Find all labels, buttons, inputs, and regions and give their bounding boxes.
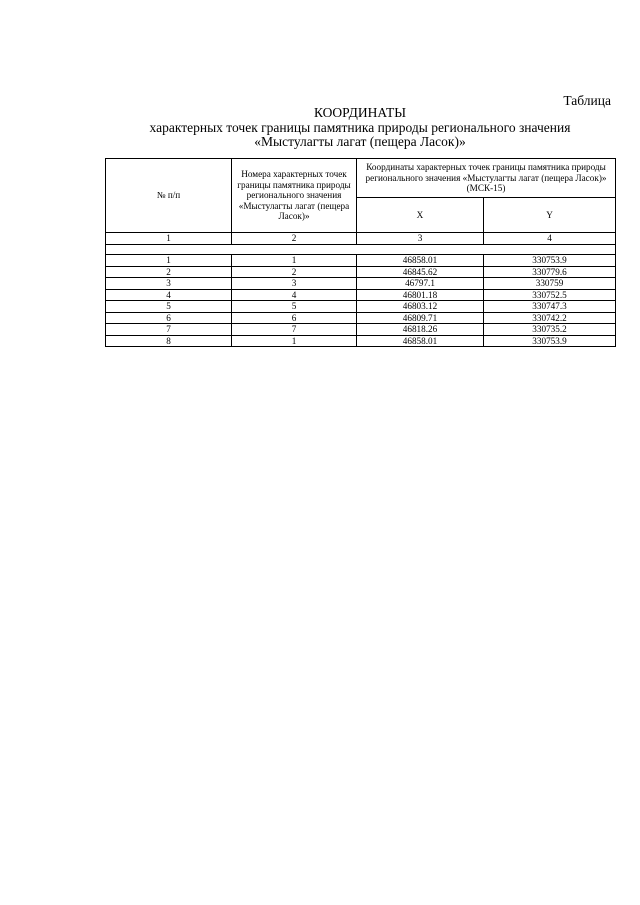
row-number-cell: 6 bbox=[106, 312, 232, 324]
point-number-cell: 5 bbox=[232, 301, 357, 313]
x-coordinate-cell: 46801.18 bbox=[357, 289, 484, 301]
table-row bbox=[106, 255, 616, 267]
row-number-cell: 3 bbox=[106, 278, 232, 290]
table-row bbox=[106, 324, 616, 336]
title-heading: КООРДИНАТЫ bbox=[314, 105, 406, 120]
table-row bbox=[106, 289, 616, 301]
title-object-name: «Мыстулагты лагат (пещера Ласок)» bbox=[254, 134, 466, 149]
row-number-cell: 5 bbox=[106, 301, 232, 313]
y-coordinate-cell: 330759 bbox=[484, 278, 616, 290]
y-coordinate-cell: 330752.5 bbox=[484, 289, 616, 301]
header-y: Y bbox=[484, 198, 616, 233]
title-subheading: характерных точек границы памятника природы регионального значения bbox=[149, 119, 571, 135]
point-number-cell: 3 bbox=[232, 278, 357, 290]
column-number: 1 bbox=[106, 233, 232, 245]
row-number-cell: 8 bbox=[106, 335, 232, 347]
coordinates-table bbox=[105, 158, 616, 347]
y-coordinate-cell: 330742.2 bbox=[484, 312, 616, 324]
table-body bbox=[106, 233, 616, 347]
table-row bbox=[106, 278, 616, 290]
column-number: 3 bbox=[357, 233, 484, 245]
point-number-cell: 6 bbox=[232, 312, 357, 324]
column-number-row bbox=[106, 233, 616, 245]
y-coordinate-cell: 330779.6 bbox=[484, 266, 616, 278]
row-number-cell: 2 bbox=[106, 266, 232, 278]
row-number-cell: 4 bbox=[106, 289, 232, 301]
header-coordinates: Координаты характерных точек границы памятника природы регионального значения «Мыстулагты лагат (пещера Ласок)» (МСК-15) bbox=[357, 159, 616, 198]
x-coordinate-cell: 46809.71 bbox=[357, 312, 484, 324]
x-coordinate-cell: 46818.26 bbox=[357, 324, 484, 336]
table-row bbox=[106, 266, 616, 278]
x-coordinate-cell: 46797.1 bbox=[357, 278, 484, 290]
y-coordinate-cell: 330753.9 bbox=[484, 335, 616, 347]
x-coordinate-cell: 46858.01 bbox=[357, 255, 484, 267]
y-coordinate-cell: 330753.9 bbox=[484, 255, 616, 267]
x-coordinate-cell: 46845.62 bbox=[357, 266, 484, 278]
row-number-cell: 7 bbox=[106, 324, 232, 336]
point-number-cell: 2 bbox=[232, 266, 357, 278]
header-num: № п/п bbox=[106, 159, 232, 233]
table-row bbox=[106, 335, 616, 347]
table-row bbox=[106, 301, 616, 313]
row-number-cell: 1 bbox=[106, 255, 232, 267]
y-coordinate-cell: 330735.2 bbox=[484, 324, 616, 336]
header-point-number: Номера характерных точек границы памятника природы регионального значения «Мыстулагты лагат (пещера Ласок)» bbox=[232, 159, 357, 233]
point-number-cell: 1 bbox=[232, 335, 357, 347]
y-coordinate-cell: 330747.3 bbox=[484, 301, 616, 313]
point-number-cell: 1 bbox=[232, 255, 357, 267]
header-x: X bbox=[357, 198, 484, 233]
document-title bbox=[105, 106, 615, 150]
column-number: 2 bbox=[232, 233, 357, 245]
table-label: Таблица bbox=[563, 93, 611, 108]
x-coordinate-cell: 46803.12 bbox=[357, 301, 484, 313]
empty-cell bbox=[106, 244, 616, 255]
column-number: 4 bbox=[484, 233, 616, 245]
point-number-cell: 7 bbox=[232, 324, 357, 336]
point-number-cell: 4 bbox=[232, 289, 357, 301]
empty-row bbox=[106, 244, 616, 255]
x-coordinate-cell: 46858.01 bbox=[357, 335, 484, 347]
table-row bbox=[106, 312, 616, 324]
